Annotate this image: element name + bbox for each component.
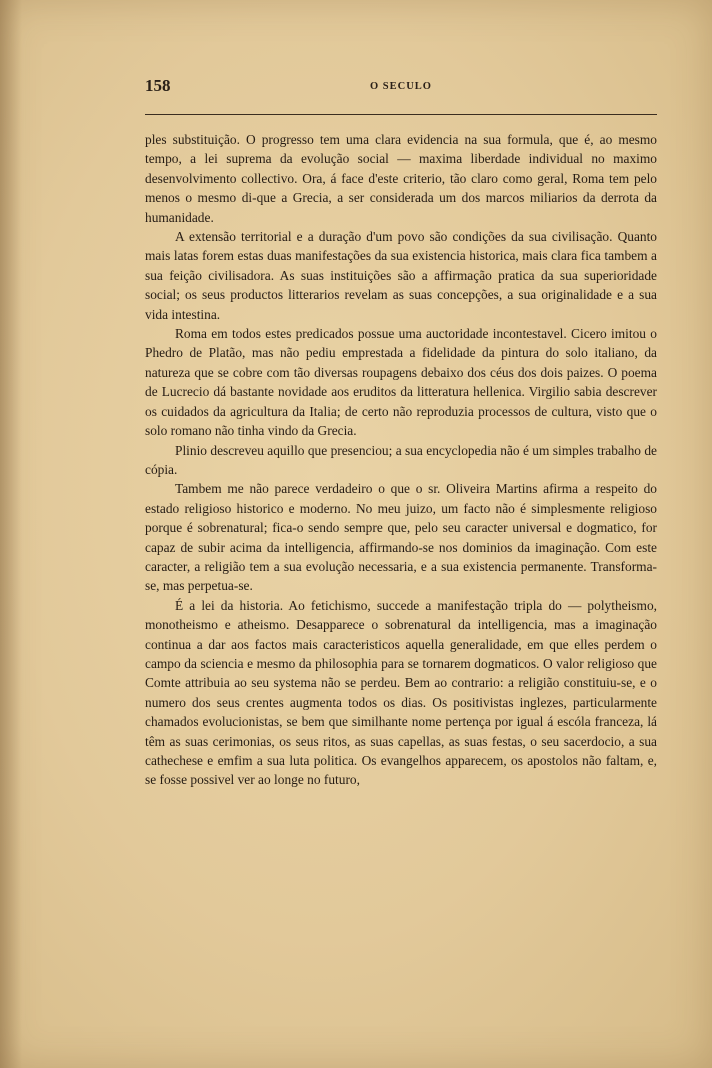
- paragraph: É a lei da historia. Ao fetichismo, succede a manifestação tripla do — polytheismo, monotheismo e atheismo. Desapparece o sobrenatural da intelligencia, mas a imaginação continua a dar aos factos mais caracteristicos aquella generalidade, em que elles perdem o campo da sciencia e mesmo da philosophia para se tornarem dogmaticos. O valor religioso que Comte attribuia ao seu systema não se perdeu. Bem ao contrario: a religião constituiu-se, e o numero dos seus crentes augmenta todos os dias. Os positivistas inglezes, particularmente chamados evolucionistas, se bem que similhante nome pertença por igual á escóla franceza, lá têm as suas cerimonias, os seus ritos, as suas capellas, as suas festas, o seu sacerdocio, a sua cathechese e emfim a sua luta politica. Os evangelhos apparecem, os apostolos não faltam, e, se fosse possivel ver ao longe no futuro,: [145, 597, 657, 788]
- paragraph: Tambem me não parece verdadeiro o que o sr. Oliveira Martins afirma a respeito do estado religioso historico e moderno. No meu juizo, um facto não é simplesmente religioso porque é sobrenatural; fica-o sendo sempre que, pelo seu caracter universal e dogmatico, for capaz de subir acima da intelligencia, affirmando-se nos dominios da imaginação. Com este caracter, a religião tem a sua evolução necessaria, e a sua existencia permanente. Transforma-se, mas perpetua-se.: [145, 481, 657, 594]
- paragraph: Plinio descreveu aquillo que presenciou; a sua encyclopedia não é um simples trabalho de cópia.: [145, 442, 657, 477]
- paragraph: Roma em todos estes predicados possue uma auctoridade incontestavel. Cicero imitou o Phedro de Platão, mas não pediu emprestada a fidelidade da pintura do solo italiano, da natureza que se cobre com tão diversas roupagens debaixo dos céus dos dois paizes. O poema de Lucrecio dá bastante novidade aos eruditos da litteratura hellenica. Virgilio sabia descrever os cuidados da agricultura da Italia; de certo não reproduzia processos de cultura, visto que o solo romano não tinha vindo da Grecia.: [145, 326, 657, 439]
- running-title: O SECULO: [370, 81, 432, 92]
- page-number: 158: [145, 76, 171, 95]
- paragraph-continuation: ples substituição. O progresso tem uma clara evidencia na sua formula, que é, ao mesmo tempo, a lei suprema da evolução social — maxima liberdade individual no maximo desenvolvimento collectivo. Ora, á face d'este criterio, tão claro como geral, Roma tem pelo menos o mesmo di-que a Grecia, a ser considerada um dos marcos miliarios da derrota da humanidade.: [145, 132, 657, 225]
- page-header: [145, 76, 657, 100]
- header-rule: [145, 114, 657, 115]
- body-text: [145, 130, 657, 790]
- paragraph: A extensão territorial e a duração d'um povo são condições da sua civilisação. Quanto mais latas forem estas duas manifestações da sua existencia historica, mais clara fica tambem a sua feição civilisadora. As suas instituições são a affirmação pratica da sua superioridade social; os seus productos litterarios revelam as suas concepções, a sua originalidade e a sua vida intestina.: [145, 229, 657, 322]
- page-gutter-shadow: [0, 0, 22, 1068]
